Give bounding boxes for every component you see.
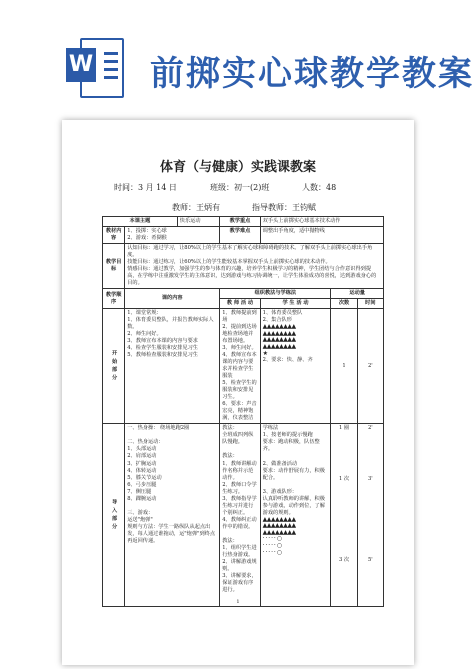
teacher-activity-label: 教 师 活 动 <box>220 299 260 309</box>
goal-value: 认知目标：通过学习，让80%以上的学生基本了解实心球和障碍跑的技术。了解双手头上前掷实心球出手角度。 技能目标：通过练习，让60%以上的学生能较基本掌握双手头上前掷实心球的技术动作。 情感目标：通过教学，加强学生的参与体育的兴趣，培养学生积极学习的精神，学生团结与合作意识得到提高，在学练中注重激发学生的主体意识，达到游戏与练习协调统一，让学生体验成功的喜悦，达到游戏身心的目的。 <box>125 244 384 289</box>
part1-note: 2、要求：快、静、齐 <box>262 357 313 364</box>
part1-times: 1 <box>331 309 357 424</box>
part2-times-1: 1 圈 <box>338 425 350 432</box>
theme-value: 快乐运动 <box>177 217 219 227</box>
goal-label: 教学目标 <box>103 244 125 289</box>
part2-times <box>331 424 357 607</box>
teacher-field: 教师：王炳有 <box>172 203 220 212</box>
page-number: 1 <box>236 599 240 605</box>
part2-student-text: 学练法 1、按老师的提示慢跑 要求：跑动积极，队伍整齐。 2、做准备活动 要求：动作舒展有力，积极配合。 3、游戏队形： 认真聆听教师的讲解，积极参与游戏，动作到位，了解游戏的规则。 <box>262 425 325 516</box>
content-value: 1、投掷：实心球 2、游戏：肴猢猴 <box>125 227 220 244</box>
method-label: 组织教法与学练法 <box>220 289 331 299</box>
warmup-formation-icon: ▲▲▲▲▲▲▲▲ ▲▲▲▲▲▲▲▲ ▲▲▲▲▲▲▲▲ <box>262 515 296 536</box>
game-formation-icon: · · · · · ○ · · · · · ○ · · · · · ○ <box>262 535 282 556</box>
guide-teacher-field: 指导教师：王钧赋 <box>252 203 316 212</box>
part1-duration: 2' <box>357 309 383 424</box>
load-label: 运动量 <box>331 289 384 299</box>
focus-label: 教学重点 <box>220 217 260 227</box>
formation-figures-icon: ▲▲▲▲▲▲▲▲ ▲▲▲▲▲▲▲▲ ▲▲▲▲▲▲▲▲ ▲▲▲▲▲▲▲▲ ★ <box>262 323 296 357</box>
table-row <box>103 244 384 289</box>
part2-times-3: 3 次 <box>338 557 350 564</box>
part2-label: 导入部分 <box>103 424 125 607</box>
document-paper <box>62 120 414 665</box>
part1-label: 开始部分 <box>103 309 125 424</box>
document-title: 体育（与健康）实践课教案 <box>159 160 316 175</box>
order-label: 教学顺序 <box>103 289 125 309</box>
focus-value: 双手头上前掷实心球基本技术动作 <box>260 217 383 227</box>
table-row <box>103 227 384 244</box>
difficulty-label: 教学难点 <box>220 227 260 244</box>
part2-duration-2: 3' <box>367 476 373 483</box>
part1-content: 1、课堂常规： 1、体育委员整队，并报告教师实际人数。 2、师生问好。 3、教师宣布本课的内容与要求 4、检查学生服装和安排见习生 5、教师检查服装和安排见习生 <box>125 309 220 424</box>
content-label: 教材内容 <box>103 227 125 244</box>
student-activity-label: 学 生 活 动 <box>260 299 331 309</box>
table-row <box>103 424 384 607</box>
lesson-plan-table <box>102 216 384 607</box>
theme-label: 本课主题 <box>103 217 178 227</box>
table-row <box>103 309 384 424</box>
part2-content: 一、热身操： 绕场地跑2圈 二、热身运动： 1、头部运动 2、肩部运动 3、扩胸运动 4、体转运动 5、膝关节运动 6、弓步压腿 7、侧压腿 8、踝腕运动 三、游戏： 运送"炮弹" 规则与方法：学生一路纵队从起点出发，每人通过谁拖动，运"炮弹"到终点再返回传递。 <box>125 424 220 607</box>
duration-label: 时间 <box>357 299 383 309</box>
word-badge: W <box>66 48 96 82</box>
word-document-icon <box>66 38 122 96</box>
part2-duration <box>357 424 383 607</box>
times-label: 次数 <box>331 299 357 309</box>
difficulty-value: 调整出手角度，适中抛物线 <box>260 227 383 244</box>
table-row <box>103 289 384 299</box>
part1-student <box>260 309 331 424</box>
count-field: 人数：48 <box>302 183 337 192</box>
banner-title: 前掷实心球教学教案 <box>150 54 474 94</box>
table-row <box>103 217 384 227</box>
part2-times-2: 1 次 <box>338 476 350 483</box>
part2-duration-3: 5' <box>367 557 373 564</box>
header-banner <box>0 0 474 110</box>
part2-teacher: 教法： 全班成四列纵队慢跑。 教法： 1、教师讲解动作名称并示范动作。 2、教师口令学生练习。 3、教师指导学生练习并进行个别纠正。 4、教师纠正动作中的错误。 教法： 1、组织学生进行热身游戏。 2、讲解游戏规则。 3、讲解要求，保证游戏有序进行。 <box>220 424 260 607</box>
part1-teacher: 1、教师提前到场 2、提前到达场地检查场地并布置场地。 3、师生问好。 4、教师宣布本课的内容与要求并检查学生服装 5、检查学生的服装和安排见习生。 6、要求：声音宏亮，精神饱满，仪表整洁 <box>220 309 260 424</box>
part2-student <box>260 424 331 607</box>
time-field: 时间：3 月 14 日 <box>114 183 177 192</box>
class-field: 班级：初一(2)班 <box>210 183 270 192</box>
part1-student-text: 1、体育委员整队 2、集合队形 <box>262 310 303 324</box>
lesson-content-label: 课的内容 <box>125 289 220 309</box>
part2-duration-1: 2' <box>367 425 373 432</box>
